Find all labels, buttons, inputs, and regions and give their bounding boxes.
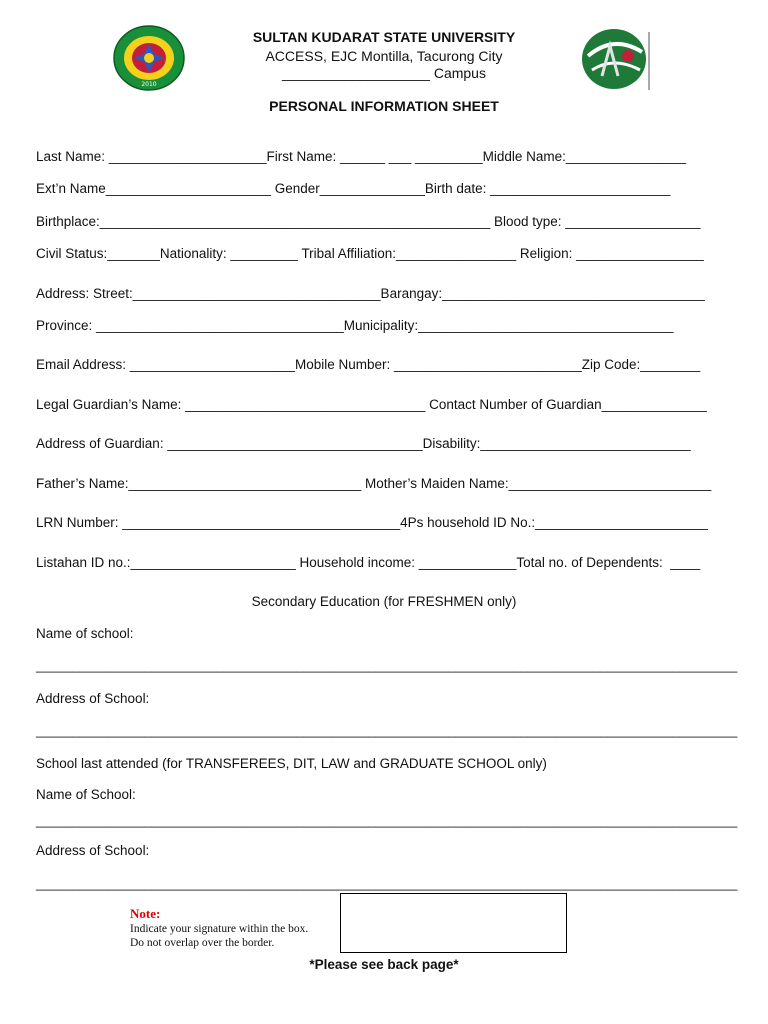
secondary-education-heading: Secondary Education (for FRESHMEN only) bbox=[251, 594, 517, 609]
birthplace-bloodtype-line[interactable]: Birthplace:____________________________________________________ Blood type: __________________ bbox=[36, 214, 701, 229]
address-of-school-blank[interactable]: _________________________________________________________________________________________________ bbox=[36, 723, 738, 738]
signature-box[interactable] bbox=[340, 893, 567, 953]
name-fields-line[interactable]: Last Name: _____________________First Name: ______ ___ _________Middle Name:________________ bbox=[36, 149, 687, 164]
campus-line[interactable]: ___________________ Campus bbox=[282, 65, 486, 81]
parents-name-line[interactable]: Father’s Name:_______________________________ Mother’s Maiden Name:___________________________ bbox=[36, 476, 712, 491]
name-of-school-blank[interactable]: _________________________________________________________________________________________________ bbox=[36, 658, 738, 673]
address-of-school-2-blank[interactable]: _________________________________________________________________________________________________ bbox=[36, 876, 738, 891]
address-of-school-2-label: Address of School: bbox=[36, 843, 150, 858]
seal-year: 2010 bbox=[141, 81, 157, 88]
guardian-address-line[interactable]: Address of Guardian: __________________________________Disability:____________________________ bbox=[36, 436, 691, 451]
address-street-line[interactable]: Address: Street:_________________________________Barangay:___________________________________ bbox=[36, 286, 705, 301]
name-of-school-label: Name of school: bbox=[36, 626, 134, 641]
lrn-4ps-line[interactable]: LRN Number: _____________________________________4Ps household ID No.:_______________________ bbox=[36, 515, 708, 530]
sheet-title: PERSONAL INFORMATION SHEET bbox=[269, 98, 499, 114]
listahan-income-line[interactable]: Listahan ID no.:______________________ Household income: _____________Total no. of Dependents: ____ bbox=[36, 555, 701, 570]
see-back-page-note: *Please see back page* bbox=[309, 957, 459, 972]
address-of-school-label: Address of School: bbox=[36, 691, 150, 706]
ext-gender-birthdate-line[interactable]: Ext’n Name______________________ Gender______________Birth date: ________________________ bbox=[36, 181, 671, 196]
name-of-school-2-label: Name of School: bbox=[36, 787, 136, 802]
university-name: SULTAN KUDARAT STATE UNIVERSITY bbox=[252, 29, 516, 45]
last-attended-heading: School last attended (for TRANSFEREES, DIT, LAW and GRADUATE SCHOOL only) bbox=[36, 756, 547, 771]
civil-status-line[interactable]: Civil Status:_______Nationality: _________ Tribal Affiliation:________________ Religion: _________________ bbox=[36, 246, 704, 261]
campus-address: ACCESS, EJC Montilla, Tacurong City bbox=[265, 48, 503, 64]
guardian-name-line[interactable]: Legal Guardian’s Name: ________________________________ Contact Number of Guardian______________ bbox=[36, 397, 707, 412]
name-of-school-2-blank[interactable]: _________________________________________________________________________________________________ bbox=[36, 813, 738, 828]
note-line-1: Indicate your signature within the box. bbox=[130, 923, 309, 935]
note-line-2: Do not overlap over the border. bbox=[130, 937, 275, 949]
email-mobile-zip-line[interactable]: Email Address: ______________________Mobile Number: _________________________Zip Code:________ bbox=[36, 357, 701, 372]
note-title: Note: bbox=[130, 906, 161, 921]
province-municipality-line[interactable]: Province: _________________________________Municipality:__________________________________ bbox=[36, 318, 674, 333]
